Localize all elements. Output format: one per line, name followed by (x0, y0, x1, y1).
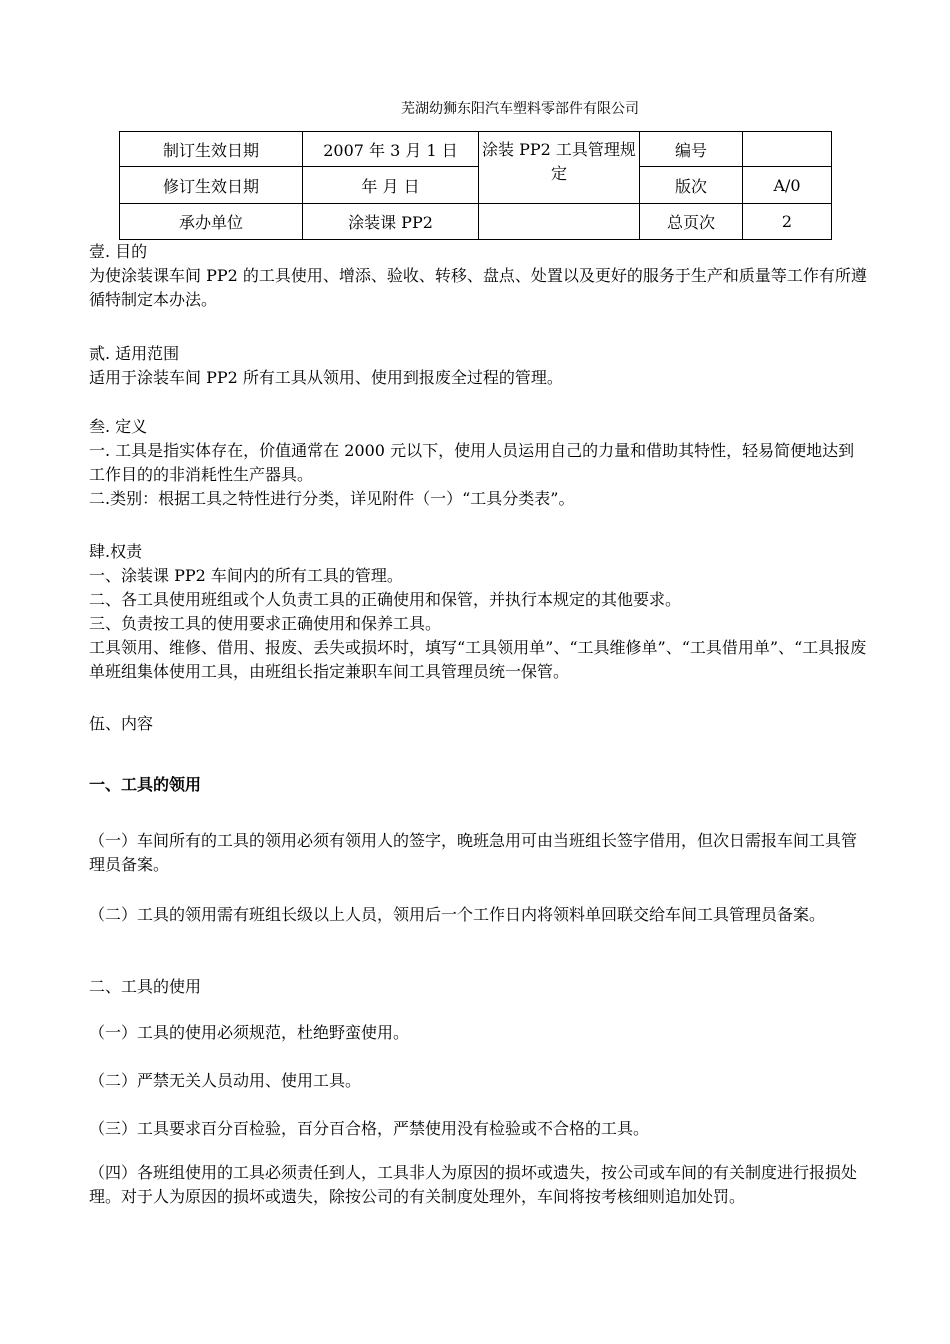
effective-date-value: 2007 年 3 月 1 日 (303, 132, 479, 167)
effective-date-label: 制订生效日期 (120, 132, 303, 167)
document-header-table (119, 131, 832, 240)
paragraph-receiving-2: （二）工具的领用需有班组长级以上人员，领用后一个工作日内将领料单回联交给车间工具管理员备案。 (89, 905, 826, 924)
paragraph: 适用于涂装车间 PP2 所有工具从领用、使用到报废全过程的管理。 (89, 368, 563, 387)
doc-number-value (743, 132, 832, 167)
revision-date-label: 修订生效日期 (120, 167, 303, 204)
paragraph: 为使涂装课车间 PP2 的工具使用、增添、验收、转移、盘点、处置以及更好的服务于生产和质量等工作有所遵循特制定本办法。 (89, 266, 867, 309)
paragraph-usage-3: （三）工具要求百分百检验，百分百合格，严禁使用没有检验或不合格的工具。 (89, 1119, 650, 1138)
section-title: 伍、内容 (89, 714, 154, 733)
paragraph: 一. 工具是指实体存在，价值通常在 2000 元以下，使用人员运用自己的力量和借助其特性，轻易简便地达到工作目的的非消耗性生产器具。 (89, 441, 855, 484)
version-value: A/0 (743, 167, 832, 204)
paragraph: 二.类别：根据工具之特性进行分类，详见附件（一）“工具分类表”。 (89, 489, 575, 508)
section-responsibility (89, 540, 869, 684)
total-pages-label: 总页次 (640, 204, 743, 240)
subsection-title-usage: 二、工具的使用 (89, 977, 202, 996)
paragraph-receiving-1: （一）车间所有的工具的领用必须有领用人的签字，晚班急用可由当班组长签字借用，但次日需报车间工具管理员备案。 (89, 831, 858, 874)
paragraph-usage-2: （二）严禁无关人员动用、使用工具。 (89, 1071, 362, 1090)
total-pages-value: 2 (743, 204, 832, 240)
paragraph: 工具领用、维修、借用、报废、丢失或损坏时，填写“工具领用单”、“工具维修单”、“工具借用单”、“工具报废单班组集体使用工具，由班组长指定兼职车间工具管理员统一保管。 (89, 638, 867, 681)
department-value: 涂装课 PP2 (303, 204, 479, 240)
paragraph-usage-4: （四）各班组使用的工具必须责任到人，工具非人为原因的损坏或遗失，按公司或车间的有关制度进行报损处理。对于人为原因的损坏或遗失，除按公司的有关制度处理外，车间将按考核细则追加处罚。 (89, 1163, 858, 1206)
section-definition (89, 415, 869, 511)
paragraph-usage-1: （一）工具的使用必须规范，杜绝野蛮使用。 (89, 1023, 410, 1042)
department-label: 承办单位 (120, 204, 303, 240)
section-title: 贰. 适用范围 (89, 344, 180, 363)
empty-cell (479, 204, 640, 240)
company-name: 芜湖幼狮东阳汽车塑料零部件有限公司 (401, 101, 639, 117)
paragraph: 三、负责按工具的使用要求正确使用和保养工具。 (89, 614, 442, 633)
section-title: 叁. 定义 (89, 417, 148, 436)
section-title: 壹. 目的 (89, 242, 148, 261)
doc-number-label: 编号 (640, 132, 743, 167)
subsection-title-receiving: 一、工具的领用 (89, 775, 202, 794)
paragraph: 二、各工具使用班组或个人负责工具的正确使用和保管，并执行本规定的其他要求。 (89, 590, 682, 609)
section-title: 肆.权责 (89, 542, 143, 561)
document-title: 涂装 PP2 工具管理规定 (479, 132, 640, 204)
version-label: 版次 (640, 167, 743, 204)
revision-date-value: 年 月 日 (303, 167, 479, 204)
section-content-title (89, 712, 869, 736)
section-purpose (89, 240, 869, 312)
paragraph: 一、涂装课 PP2 车间内的所有工具的管理。 (89, 566, 403, 585)
section-scope (89, 342, 869, 390)
